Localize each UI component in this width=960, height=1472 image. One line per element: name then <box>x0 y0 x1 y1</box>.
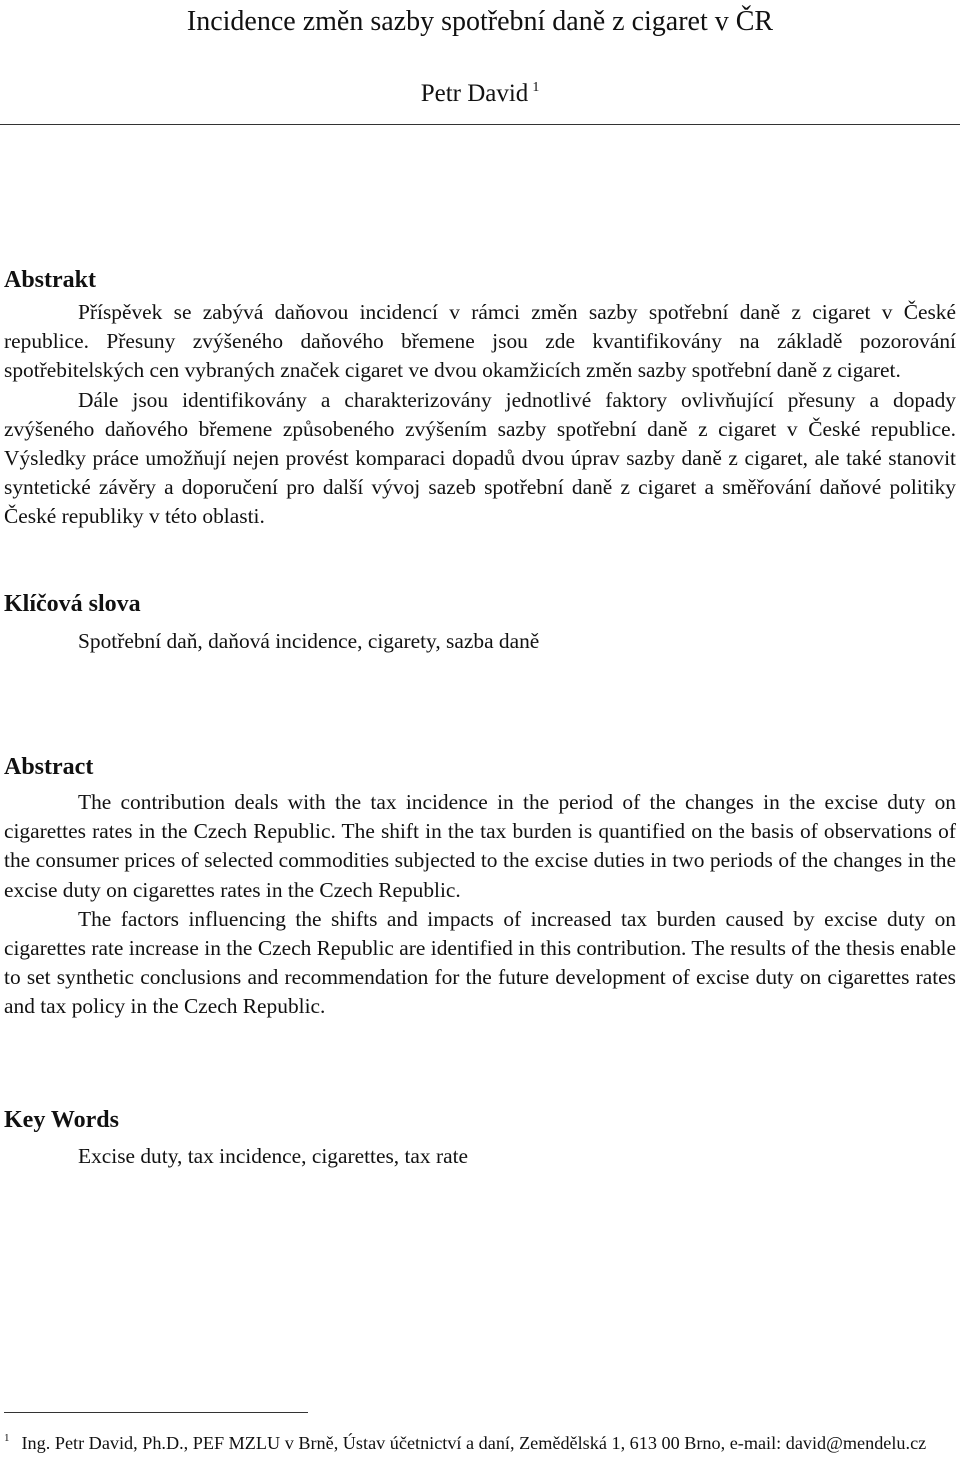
key-words-heading: Key Words <box>4 1107 119 1133</box>
paper-title: Incidence změn sazby spotřební daně z cigaret v ČR <box>186 6 774 37</box>
author-footnote-mark: 1 <box>532 80 540 95</box>
header-divider <box>0 124 960 125</box>
abstrakt-paragraph: Dále jsou identifikovány a charakterizovány jednotlivé faktory ovlivňující přesuny a dopady zvýšeného daňového břemene způsobeného zvýšením sazby spotřební daně z cigaret v České republice. Výsledky práce umožňují nejen provést komparaci dopadů dvou úprav sazby daně z cigaret, ale také stanovit syntetické závěry a doporučení pro další vývoj sazeb spotřební daně z cigaret a směřování daňové politiky České republiky v této oblasti. <box>4 387 956 529</box>
footnote-mark: 1 <box>4 1432 10 1444</box>
abstrakt-heading: Abstrakt <box>4 267 97 293</box>
klicova-slova-heading: Klíčová slova <box>4 591 141 617</box>
footnote-divider <box>4 1412 308 1413</box>
abstract-paragraph: The factors influencing the shifts and impacts of increased tax burden caused by excise duty on cigarettes rate increase in the Czech Republic are identified in this contribution. The results of the thesis enable to set synthetic conclusions and recommendation for the future development of excise duty on cigarettes rates and tax policy in the Czech Republic. <box>4 906 956 1019</box>
author-name: Petr David <box>420 80 529 107</box>
author-line <box>0 70 960 112</box>
key-words-text: Excise duty, tax incidence, cigarettes, tax rate <box>78 1144 469 1168</box>
abstract-heading: Abstract <box>4 754 94 780</box>
klicova-slova-text: Spotřební daň, daňová incidence, cigarety, sazba daně <box>78 629 540 653</box>
abstrakt-body <box>4 298 956 532</box>
footnote-text: Ing. Petr David, Ph.D., PEF MZLU v Brně, Ústav účetnictví a daní, Zemědělská 1, 613 00 Brno, e-mail: david@mendelu.cz <box>21 1433 927 1453</box>
abstract-body <box>4 788 956 1022</box>
footnote <box>4 1426 956 1455</box>
abstract-paragraph: The contribution deals with the tax incidence in the period of the changes in the excise duty on cigarettes rates in the Czech Republic. The shift in the tax burden is quantified on the basis of observations of the consumer prices of selected commodities subjected to the excise duties in two periods of the changes in the excise duty on cigarettes rates in the Czech Republic. <box>4 790 956 902</box>
abstrakt-paragraph: Příspěvek se zabývá daňovou incidencí v rámci změn sazby spotřební daně z cigaret v České republice. Přesuny zvýšeného daňového břemene jsou zde kvantifikovány na základě pozorování spotřebitelských cen vybraných značek cigaret ve dvou okamžicích změn sazby spotřební daně z cigaret. <box>4 300 956 383</box>
